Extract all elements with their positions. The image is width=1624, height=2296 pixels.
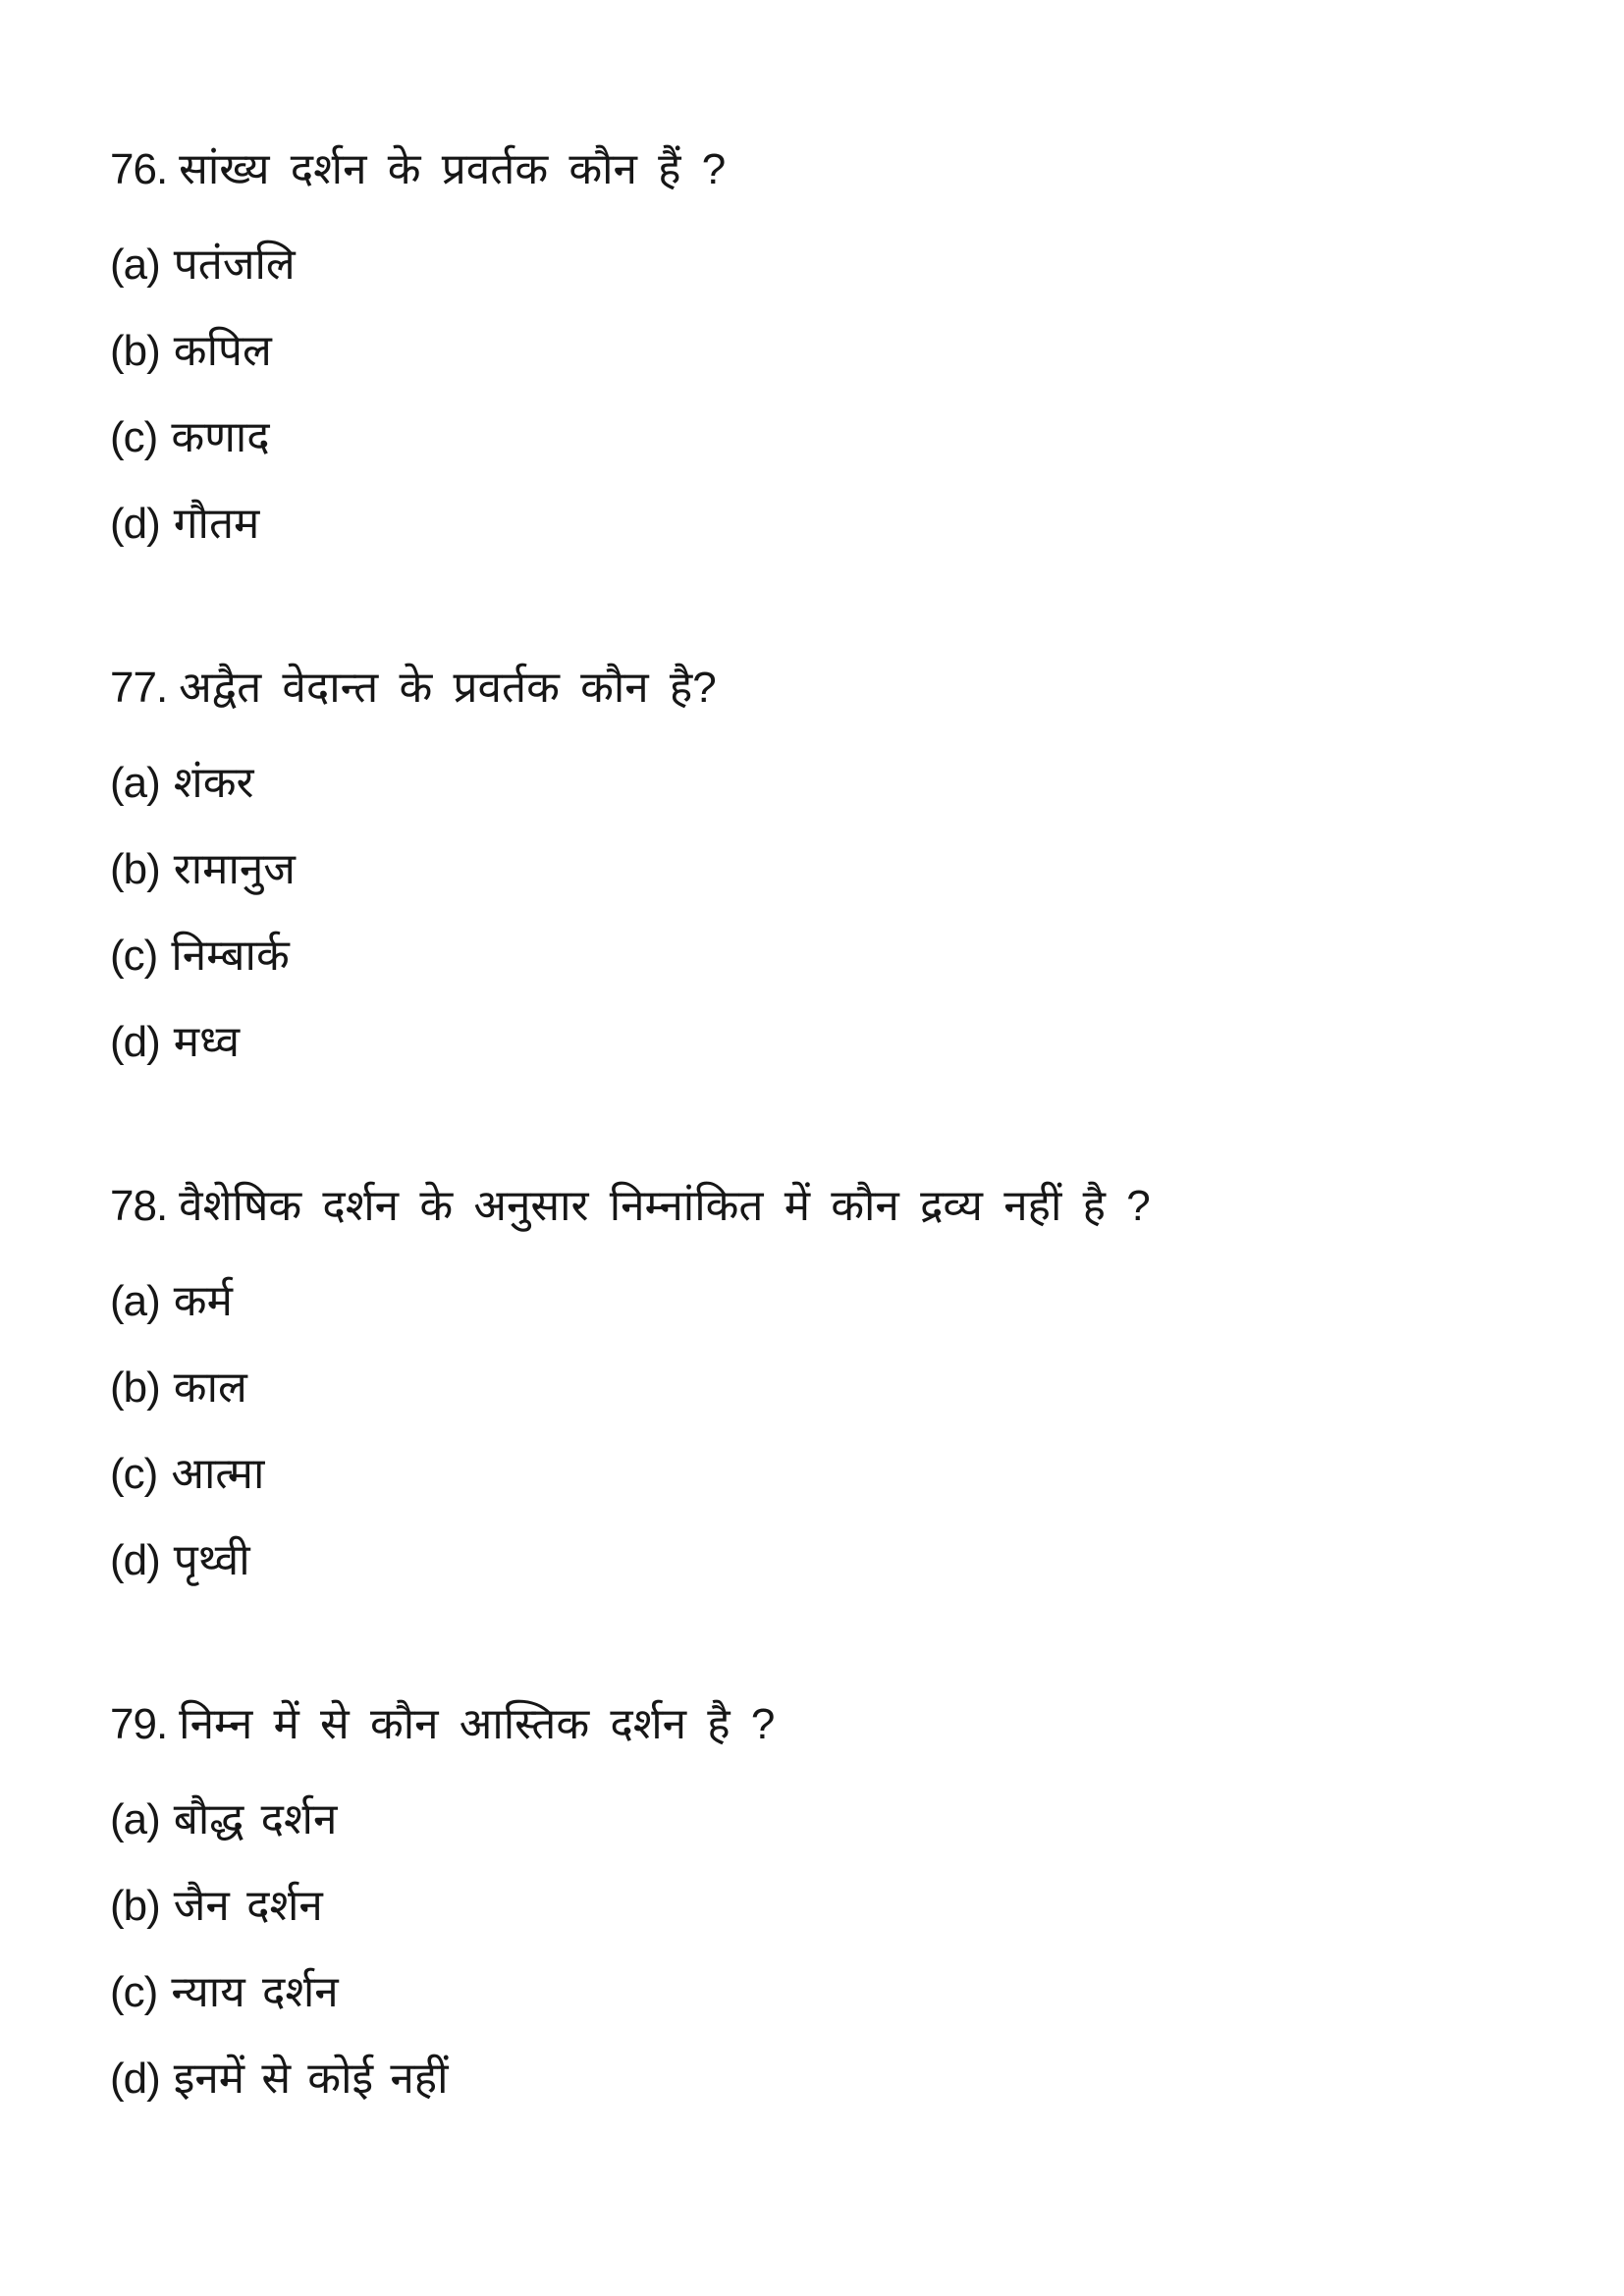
option-label: (a): [110, 240, 160, 289]
question-line: [110, 659, 1526, 718]
option-text: पतंजलि: [173, 240, 296, 289]
option-text: आत्मा: [171, 1450, 265, 1498]
option-row: [110, 927, 1526, 986]
question-76: [110, 140, 1526, 554]
option-row: [110, 1013, 1526, 1072]
question-line: [110, 140, 1526, 199]
option-label: (b): [110, 1363, 160, 1412]
option-row: [110, 1445, 1526, 1504]
question-text: अद्वैत वेदान्त के प्रवर्तक कौन है?: [179, 664, 717, 712]
option-text: रामानुज: [173, 845, 296, 893]
question-number: 78.: [110, 1182, 168, 1230]
option-label: (b): [110, 845, 160, 893]
question-78: [110, 1177, 1526, 1590]
question-text: वैशेषिक दर्शन के अनुसार निम्नांकित में कौन द्रव्य नहीं है ?: [179, 1182, 1151, 1230]
option-label: (a): [110, 1795, 160, 1843]
question-number: 79.: [110, 1700, 168, 1748]
option-row: [110, 236, 1526, 294]
question-number: 76.: [110, 145, 168, 193]
question-line: [110, 1695, 1526, 1754]
option-text: कर्म: [173, 1277, 233, 1325]
option-row: [110, 1963, 1526, 2022]
option-label: (d): [110, 1018, 160, 1066]
option-row: [110, 2050, 1526, 2109]
question-79: [110, 1695, 1526, 2109]
option-row: [110, 408, 1526, 467]
option-row: [110, 495, 1526, 554]
option-row: [110, 1531, 1526, 1590]
option-row: [110, 1272, 1526, 1331]
question-line: [110, 1177, 1526, 1236]
option-row: [110, 322, 1526, 381]
option-text: बौद्ध दर्शन: [173, 1795, 338, 1843]
option-text: कपिल: [173, 327, 272, 375]
option-text: कणाद: [171, 413, 270, 461]
option-row: [110, 1790, 1526, 1849]
option-label: (d): [110, 1536, 160, 1584]
question-text: सांख्य दर्शन के प्रवर्तक कौन हैं ?: [179, 145, 727, 193]
question-77: [110, 659, 1526, 1072]
option-text: काल: [173, 1363, 247, 1412]
option-label: (d): [110, 500, 160, 548]
option-label: (c): [110, 413, 158, 461]
option-label: (c): [110, 1450, 158, 1498]
option-text: इनमें से कोई नहीं: [173, 2055, 449, 2103]
option-label: (b): [110, 327, 160, 375]
option-text: गौतम: [173, 500, 260, 548]
question-number: 77.: [110, 664, 168, 712]
option-text: जैन दर्शन: [173, 1882, 323, 1930]
option-label: (d): [110, 2055, 160, 2103]
option-label: (a): [110, 759, 160, 807]
option-label: (a): [110, 1277, 160, 1325]
option-row: [110, 840, 1526, 899]
option-text: शंकर: [173, 759, 254, 807]
option-label: (c): [110, 1968, 158, 2016]
option-row: [110, 754, 1526, 813]
option-row: [110, 1877, 1526, 1936]
question-text: निम्न में से कौन आस्तिक दर्शन है ?: [179, 1700, 776, 1748]
option-label: (c): [110, 932, 158, 980]
option-text: मध्व: [173, 1018, 241, 1066]
option-text: निम्बार्क: [171, 932, 290, 980]
option-text: पृथ्वी: [173, 1536, 250, 1584]
option-row: [110, 1359, 1526, 1417]
option-text: न्याय दर्शन: [171, 1968, 339, 2016]
option-label: (b): [110, 1882, 160, 1930]
